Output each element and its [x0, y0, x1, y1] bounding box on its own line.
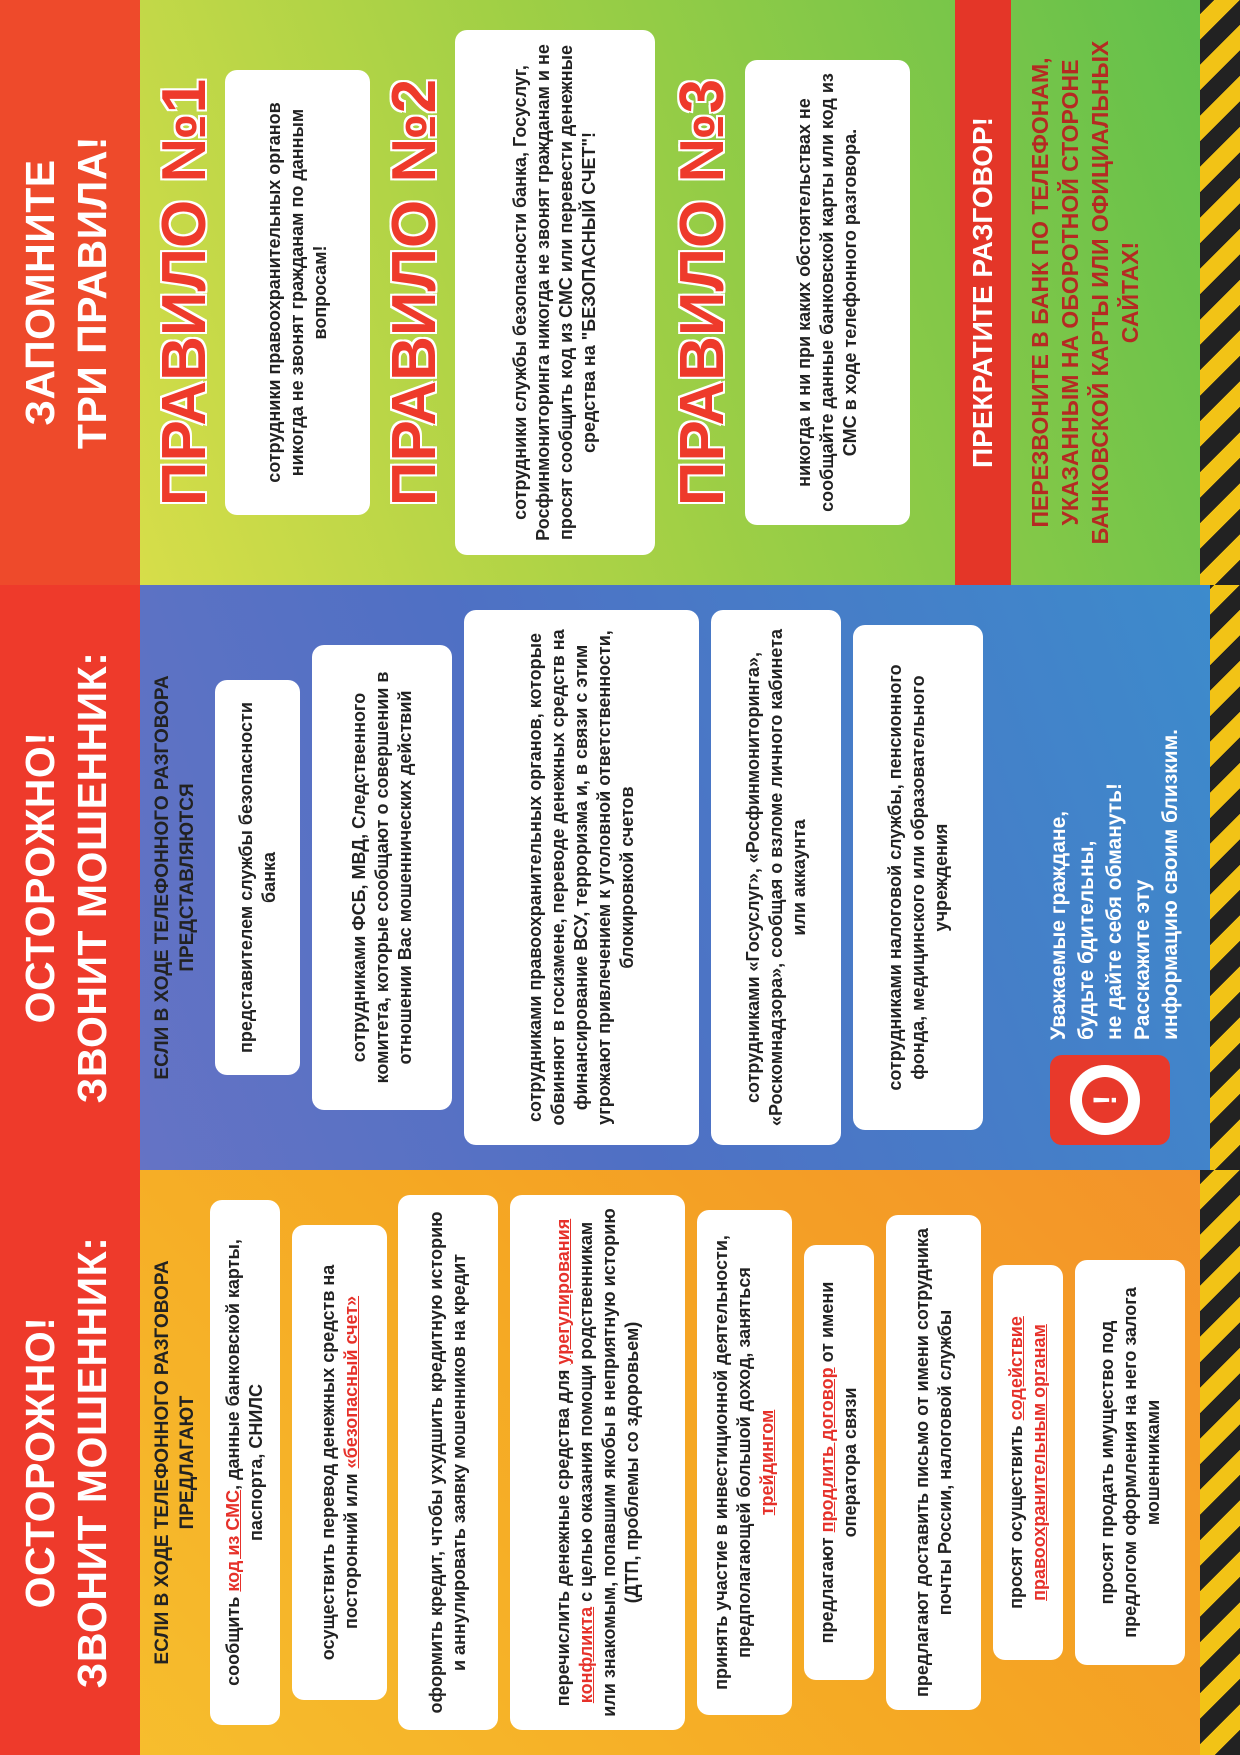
panel-header	[14, 0, 118, 585]
offer-card	[886, 1215, 981, 1710]
offer-card	[1075, 1260, 1185, 1665]
impersonation-text: представителем службы безопасности банка	[235, 702, 279, 1053]
impersonation-card	[711, 610, 841, 1145]
offer-card	[210, 1200, 280, 1725]
stop-call-banner: ПРЕКРАТИТЕ РАЗГОВОР!	[955, 0, 1011, 585]
impersonation-text: сотрудниками налоговой службы, пенсионного фонда, медицинского или образовательного учреждения	[884, 664, 951, 1091]
offer-highlight: код из СМС	[223, 1489, 243, 1592]
callback-instruction: ПЕРЕЗВОНИТЕ В БАНК ПО ТЕЛЕФОНАМ, УКАЗАННЫМ НА ОБОРОТНОЙ СТОРОНЕ БАНКОВСКОЙ КАРТЫ ИЛИ ОФИЦИАЛЬНЫХ САЙТАХ!	[1027, 40, 1143, 545]
offer-highlight: содействие правоохранительным органам	[1006, 1316, 1049, 1601]
offer-text-part: принять участие в инвестиционной деятельности, предполагающей большой доход, заняться	[711, 1235, 754, 1690]
appeal-line: будьте бдительны,	[1075, 840, 1098, 1040]
offer-text	[552, 1207, 644, 1718]
offer-card	[804, 1245, 874, 1680]
header-line-1: ОСТОРОЖНО!	[17, 731, 63, 1024]
rule-2-title: ПРАВИЛО №2	[380, 78, 449, 507]
offer-text	[911, 1227, 957, 1698]
panel-header	[14, 585, 118, 1170]
warning-bubble-icon: !	[1070, 1065, 1140, 1135]
offer-card	[993, 1265, 1063, 1660]
hazard-stripe	[1200, 0, 1240, 585]
impersonation-card	[312, 645, 452, 1110]
offer-highlight: урегулирования конфликта	[552, 1218, 596, 1704]
offer-text-part: просят осуществить	[1006, 1420, 1026, 1609]
impersonation-text: сотрудниками «Госуслуг», «Росфинмониторинга», «Роскомнадзора», сообщая о взломе личного кабинета или аккаунта	[742, 628, 809, 1127]
appeal-line: не дайте себя обмануть!	[1103, 782, 1126, 1040]
impersonation-card	[853, 625, 983, 1130]
appeal-text	[1045, 600, 1185, 1040]
offer-text	[317, 1237, 363, 1688]
panel-header	[14, 1170, 118, 1755]
rule-1-title: ПРАВИЛО №1	[150, 78, 219, 507]
offer-text	[710, 1222, 779, 1703]
rule-3-card	[745, 60, 910, 525]
panel-impersonation	[0, 585, 1240, 1170]
impersonation-text: сотрудниками правоохранительных органов, которые обвиняют в госизмене, переводе денежных средств на финансирование ВСУ, терроризма и, в связи с этим угрожают привлечением к уголовной ответственности, блокировкой счетов	[525, 629, 637, 1126]
offer-card	[510, 1195, 685, 1730]
offer-card	[292, 1225, 387, 1700]
subhead-line-1: ЕСЛИ В ХОДЕ ТЕЛЕФОННОГО РАЗГОВОРА	[152, 1260, 173, 1665]
offer-text-part: перечислить денежные средства для	[552, 1364, 573, 1707]
offer-text	[425, 1207, 471, 1718]
offer-text-part: от имени оператора связи	[817, 1281, 860, 1538]
panel-subhead	[150, 1180, 200, 1745]
offer-highlight: «безопасный счет»	[340, 1295, 361, 1469]
hazard-stripe	[1200, 1170, 1240, 1755]
offer-text	[222, 1212, 268, 1713]
rule-2-text: сотрудники службы безопасности банка, Госуслуг, Росфинмониторинга никогда не звонят гражданам и не просят сообщить код из СМС или перевести денежные средства на "БЕЗОПАСНЫЙ СЧЕТ"!	[510, 44, 599, 541]
offer-text-part: осуществить перевод денежных средств на посторонний или	[317, 1264, 361, 1661]
offer-text-part: , данные банковской карты, паспорта, СНИЛС	[223, 1239, 266, 1541]
offer-text	[1005, 1277, 1051, 1648]
rule-1-card	[225, 70, 370, 515]
rule-3-title: ПРАВИЛО №3	[668, 78, 737, 507]
panel-offers	[0, 1170, 1240, 1755]
offer-text-part: сообщить	[223, 1591, 243, 1686]
impersonation-card	[215, 680, 300, 1075]
offer-text-part: оформить кредит, чтобы ухудшить кредитную историю и аннулировать заявку мошенников на кредит	[426, 1211, 469, 1714]
appeal-line: Расскажите эту	[1131, 879, 1154, 1040]
panel-rules	[0, 0, 1240, 585]
phone-warning-icon	[1050, 1055, 1170, 1145]
offer-text-part: предлагают	[817, 1532, 837, 1644]
offer-text-part: предлагают доставить письмо от имени сотрудника почты России, налоговой службы	[911, 1228, 955, 1697]
header-line-1: ЗАПОМНИТЕ	[17, 159, 63, 426]
offer-highlight: трейдингом	[757, 1409, 777, 1516]
rule-1-text: сотрудники правоохранительных органов никогда не звонят гражданам по данным вопросам!	[264, 102, 330, 483]
offer-card	[398, 1195, 498, 1730]
impersonation-card	[464, 610, 699, 1145]
panel-subhead	[150, 595, 200, 1160]
subhead-line-2: ПРЕДЛАГАЮТ	[177, 1395, 198, 1530]
header-line-1: ОСТОРОЖНО!	[17, 1316, 63, 1609]
header-line-2: ЗВОНИТ МОШЕННИК:	[69, 651, 115, 1104]
offer-text	[816, 1257, 862, 1668]
header-line-2: ТРИ ПРАВИЛА!	[69, 135, 115, 450]
rule-2-card	[455, 30, 655, 555]
hazard-stripe	[1210, 585, 1240, 1170]
appeal-line: Уважаемые граждане,	[1047, 810, 1070, 1040]
header-line-2: ЗВОНИТ МОШЕННИК:	[69, 1236, 115, 1689]
appeal-line: информацию своим близким.	[1159, 729, 1182, 1040]
offer-text-part: с целью оказания помощи родственникам или знакомым, попавшим якобы в неприятную историю (ДТП, проблемы со здоровьем)	[575, 1208, 642, 1717]
offer-text	[1096, 1272, 1165, 1653]
impersonation-text: сотрудниками ФСБ, МВД, Следственного комитета, которые сообщают о совершении в отношении Вас мошеннических действий	[348, 671, 415, 1084]
subhead-line-1: ЕСЛИ В ХОДЕ ТЕЛЕФОННОГО РАЗГОВОРА	[152, 675, 173, 1080]
offer-highlight: продлить договор	[817, 1367, 837, 1533]
subhead-line-2: ПРЕДСТАВЛЯЮТСЯ	[177, 783, 198, 972]
rule-3-text: никогда и ни при каких обстоятельствах не сообщайте данные банковской карты или код из СМС в ходе телефонного разговора.	[794, 73, 860, 512]
offer-card	[697, 1210, 792, 1715]
offer-text-part: просят продать имущество под предлогом оформления на него залога мошенниками	[1096, 1287, 1163, 1638]
